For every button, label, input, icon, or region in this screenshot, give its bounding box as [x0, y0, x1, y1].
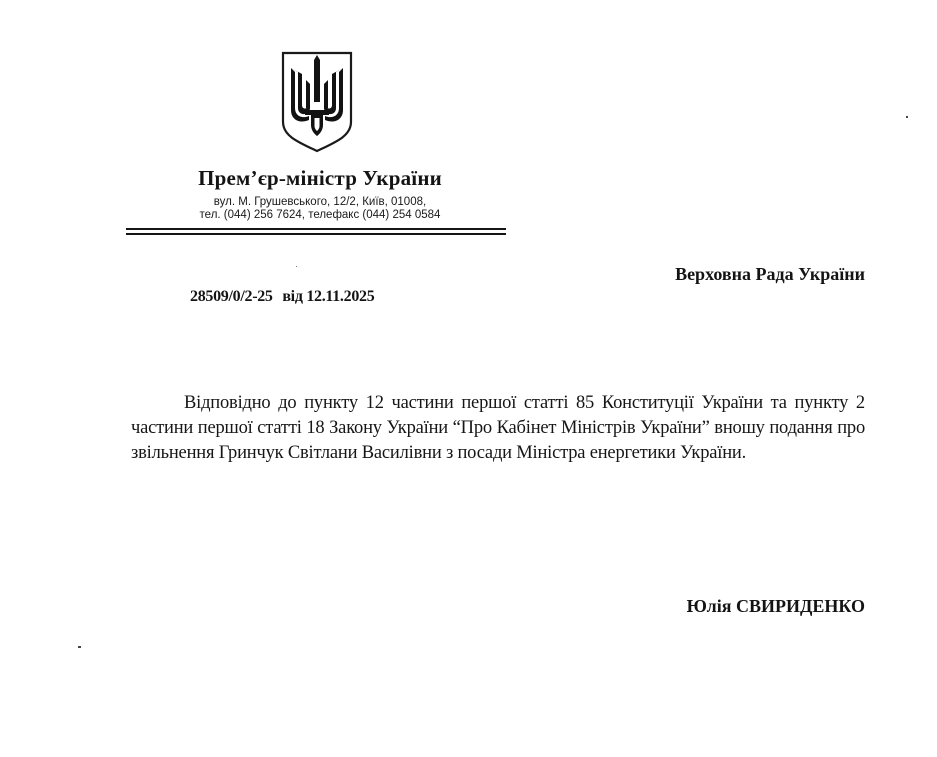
reference-date-label: від	[282, 288, 303, 305]
letter-body	[131, 391, 865, 466]
scan-speck	[78, 646, 81, 648]
letterhead-title: Прем’єр-міністр України	[198, 166, 442, 190]
scan-speck	[296, 266, 297, 267]
body-paragraph: Відповідно до пункту 12 частини першої статті 85 Конституції України та пункту 2 частини першої статті 18 Закону України “Про Кабінет Міністрів України” вношу подання про звільнення Гринчук Світлани Василівни з посади Міністра енергетики України.	[131, 393, 865, 463]
coat-of-arms-icon	[278, 50, 356, 154]
address-line-1: вул. М. Грушевського, 12/2, Київ, 01008,	[213, 196, 427, 208]
letterhead-divider-top	[126, 228, 506, 230]
letterhead-address	[120, 196, 520, 222]
recipient: Верховна Рада України	[675, 264, 865, 284]
reference-number: 28509/0/2-25	[190, 288, 273, 305]
letterhead-divider-bottom	[126, 233, 506, 235]
address-line-2: тел. (044) 256 7624, телефакс (044) 254 0584	[199, 209, 441, 221]
reference-line	[190, 288, 374, 306]
signature: Юлія СВИРИДЕНКО	[686, 596, 865, 616]
reference-date: 12.11.2025	[306, 288, 375, 305]
scan-speck	[906, 116, 908, 118]
